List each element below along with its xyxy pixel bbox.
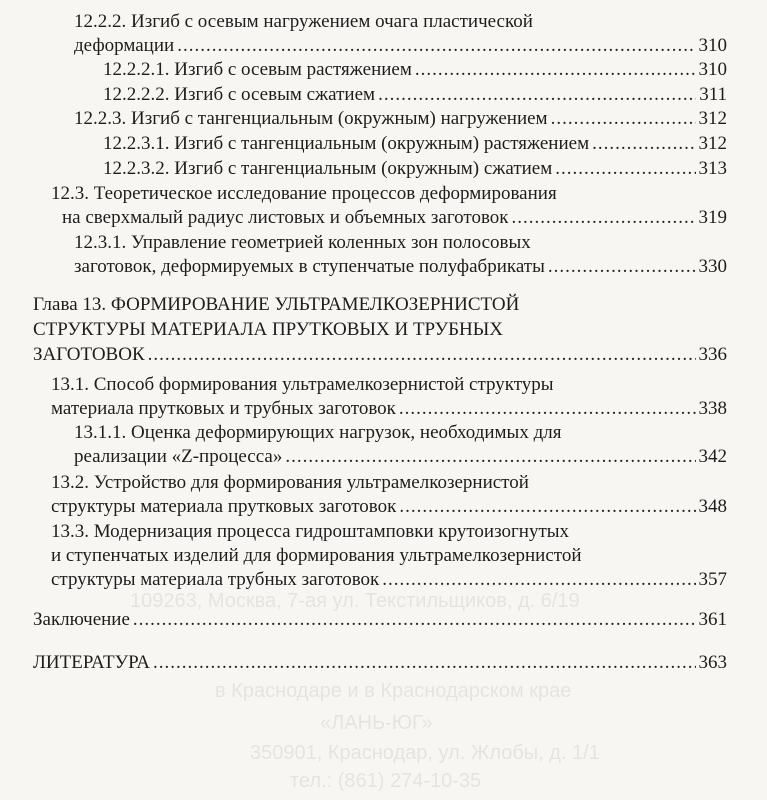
- toc-entry[interactable]: [103, 133, 727, 155]
- toc-entry-text: структуры материала прутковых заготовок: [51, 496, 397, 517]
- dot-leader: [148, 344, 696, 366]
- toc-entry-text: на сверхмалый радиус листовых и объемных заготовок: [62, 207, 509, 228]
- toc-entry-text: реализации «Z-процесса»: [74, 446, 283, 467]
- bleed-through-line: 109263, Москва, 7-ая ул. Текстильщиков, д. 6/19: [130, 590, 580, 612]
- bleed-through-line: «ЛАНЬ-ЮГ»: [320, 712, 433, 734]
- page-number: 363: [698, 652, 727, 673]
- page-number: 313: [698, 158, 727, 179]
- toc-entry-text: материала прутковых и трубных заготовок: [51, 398, 396, 419]
- bleed-through-line: 350901, Краснодар, ул. Жлобы, д. 1/1: [250, 742, 600, 764]
- toc-entry-text: 12.2.3.1. Изгиб с тангенциальным (окружным) растяжением: [103, 133, 590, 154]
- toc-entry-text: заготовок, деформируемых в ступенчатые полуфабрикаты: [74, 256, 545, 277]
- dot-leader: [592, 133, 695, 155]
- toc-entry[interactable]: [74, 35, 727, 57]
- toc-entry-text: 13.3. Модернизация процесса гидроштамповки крутоизогнутых: [51, 521, 570, 542]
- chapter-heading: СТРУКТУРЫ МАТЕРИАЛА ПРУТКОВЫХ И ТРУБНЫХ: [33, 319, 504, 340]
- dot-leader: [399, 398, 696, 420]
- dot-leader: [153, 652, 696, 674]
- dot-leader: [133, 609, 696, 631]
- toc-entry[interactable]: [103, 84, 727, 106]
- dot-leader: [177, 35, 695, 57]
- toc-entry[interactable]: [33, 652, 727, 674]
- toc-entry-text: деформации: [74, 35, 175, 56]
- toc-entry[interactable]: [51, 569, 727, 591]
- toc-entry[interactable]: [33, 344, 727, 366]
- page-number: 311: [699, 84, 727, 105]
- toc-entry-text: и ступенчатых изделий для формирования ультрамелкозернистой: [51, 545, 582, 566]
- toc-entry[interactable]: [51, 398, 727, 420]
- toc-entry-text: Заключение: [33, 609, 130, 630]
- toc-entry[interactable]: [62, 207, 727, 229]
- dot-leader: [285, 446, 695, 468]
- bleed-through-line: в Краснодаре и в Краснодарском крае: [215, 680, 572, 702]
- toc-entry-text: 13.2. Устройство для формирования ультрамелкозернистой: [51, 472, 529, 493]
- toc-entry-text: 13.1.1. Оценка деформирующих нагрузок, необходимых для: [74, 422, 562, 443]
- page-number: 312: [698, 108, 727, 129]
- toc-entry-text: 12.2.2.1. Изгиб с осевым растяжением: [103, 59, 412, 80]
- toc-entry-text: 12.2.3. Изгиб с тангенциальным (окружным) нагружением: [74, 108, 548, 129]
- toc-entry-text: 12.3.1. Управление геометрией коленных зон полосовых: [74, 232, 531, 253]
- toc-entry[interactable]: [33, 609, 727, 631]
- dot-leader: [548, 256, 696, 278]
- dot-leader: [551, 108, 696, 130]
- bleed-through-line: тел.: (861) 274-10-35: [290, 770, 482, 792]
- page-number: 348: [698, 496, 727, 517]
- page-number: 336: [698, 344, 727, 365]
- page-number: 361: [698, 609, 727, 630]
- toc-entry[interactable]: [74, 256, 727, 278]
- dot-leader: [378, 84, 696, 106]
- dot-leader: [399, 496, 695, 518]
- dot-leader: [512, 207, 696, 229]
- page-number: 357: [698, 569, 727, 590]
- toc-entry-text: структуры материала трубных заготовок: [51, 569, 380, 590]
- toc-entry[interactable]: [51, 496, 727, 518]
- page-number: 319: [698, 207, 727, 228]
- toc-entry[interactable]: [103, 158, 727, 180]
- page-number: 342: [698, 446, 727, 467]
- chapter-heading: Глава 13. ФОРМИРОВАНИЕ УЛЬТРАМЕЛКОЗЕРНИСТОЙ: [33, 294, 520, 315]
- chapter-heading: ЗАГОТОВОК: [33, 344, 145, 365]
- page-number: 330: [698, 256, 727, 277]
- toc-entry-text: 12.2.3.2. Изгиб с тангенциальным (окружным) сжатием: [103, 158, 553, 179]
- toc-entry[interactable]: [74, 446, 727, 468]
- toc-entry[interactable]: [103, 59, 727, 81]
- page-number: 312: [698, 133, 727, 154]
- toc-entry[interactable]: [74, 108, 727, 130]
- page-number: 338: [698, 398, 727, 419]
- toc-entry-text: 12.3. Теоретическое исследование процессов деформирования: [51, 183, 557, 204]
- toc-entry-text: 12.2.2. Изгиб с осевым нагружением очага пластической: [74, 11, 533, 32]
- toc-entry-text: ЛИТЕРАТУРА: [33, 652, 150, 673]
- page-number: 310: [698, 59, 727, 80]
- page-number: 310: [698, 35, 727, 56]
- dot-leader: [382, 569, 695, 591]
- dot-leader: [555, 158, 695, 180]
- toc-entry-text: 12.2.2.2. Изгиб с осевым сжатием: [103, 84, 376, 105]
- toc-entry-text: 13.1. Способ формирования ультрамелкозернистой структуры: [51, 374, 554, 395]
- dot-leader: [415, 59, 696, 81]
